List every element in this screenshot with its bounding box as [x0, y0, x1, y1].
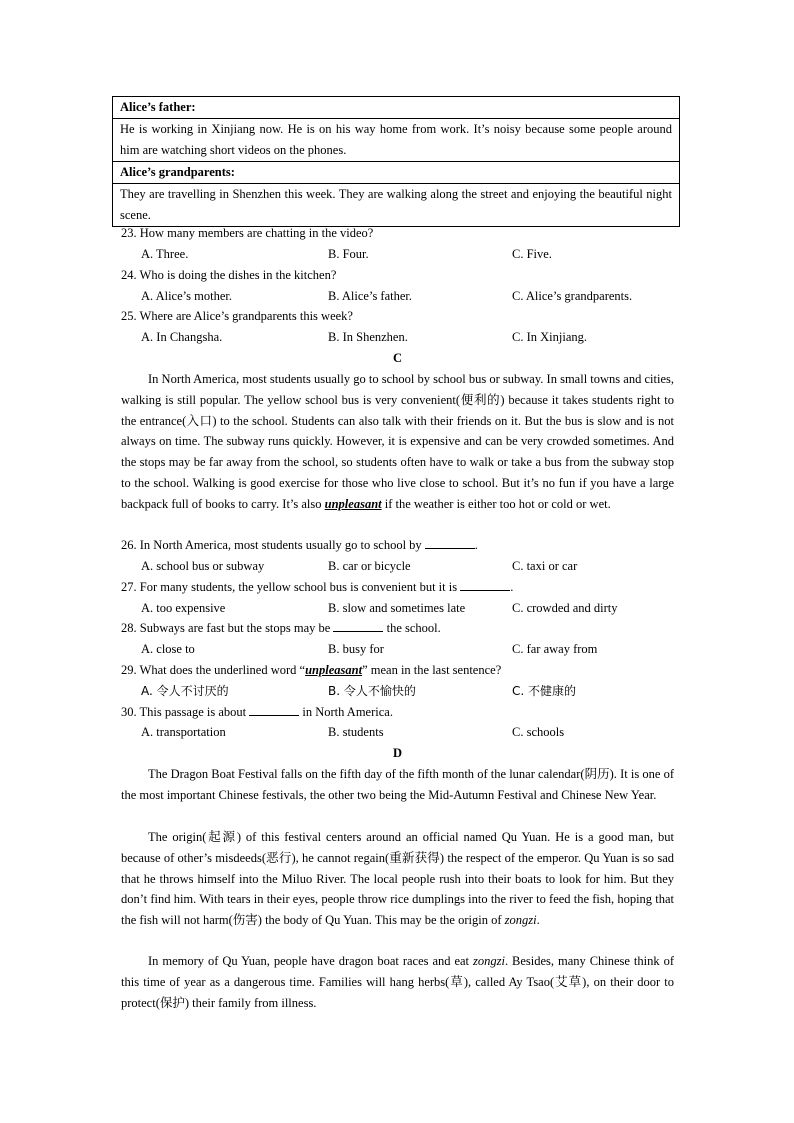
- q29-option-a: A. 令人不讨厌的: [141, 684, 229, 698]
- question-28: [121, 618, 441, 639]
- passage-c-text-a: In North America, most students usually go to school by school bus or subway. In small towns and cities, walking is still popular. The yellow school bus is very convenient(便利的) because it takes students right to the entrance(入口) to the school. Students can also talk with their friends on it. But the bus is slow and is not always on time. The subway runs quickly. However, it is expensive and can be very crowded sometimes. And the stops may be far away from the school, so students often have to walk or take a bus from the subway stop to the school. Walking is good exercise for those who live close to school. But it’s no fun if you have a large backpack full of books to carry. It’s also: [121, 372, 674, 511]
- section-c-title: C: [392, 351, 403, 365]
- passage-d-text-a: The origin(起源) of this festival centers around an official named Qu Yuan. He is a good man, but because of other’s misdeeds(恶行), he cannot regain(重新获得) the respect of the emperor. Qu Yuan is so sad that he throws himself into the Miluo River. The local people rush into their boats to look for him. But they don’t find him. With tears in their eyes, people throw rice dumplings into the river to feed the fish, hoping that the fish will not harm(伤害) the body of Qu Yuan. This may be the origin of: [121, 830, 674, 928]
- section-c-passage: [121, 369, 674, 515]
- q28-text: 28. Subways are fast but the stops may be: [121, 621, 334, 635]
- father-description: He is working in Xinjiang now. He is on his way home from work. It’s noisy because some people around him are watching short videos on the phones.: [113, 119, 680, 162]
- q30-option-b: B. students: [328, 725, 384, 739]
- q28-option-a: A. close to: [141, 642, 195, 656]
- q27-option-b: B. slow and sometimes late: [328, 601, 466, 615]
- passage-c-text-b: if the weather is either too hot or cold or wet.: [381, 496, 611, 511]
- section-d-title: D: [392, 746, 403, 760]
- passage-d3-text-a: In memory of Qu Yuan, people have dragon boat races and eat: [148, 954, 473, 968]
- passage-d3-text-b: . Besides, many Chinese think of this time of year as a dangerous time. Families will hang herbs(草), called Ay Tsao(艾草), on their door to protect(保护) their family from illness.: [121, 954, 674, 1010]
- q27-option-a: A. too expensive: [141, 601, 226, 615]
- grandparents-heading: Alice’s grandparents:: [113, 162, 680, 184]
- answer-blank: [460, 577, 510, 591]
- section-d-paragraph-3: [121, 951, 674, 1013]
- q24-option-a: A. Alice’s mother.: [141, 289, 232, 303]
- q23-option-c: C. Five.: [512, 247, 552, 261]
- q23-option-b: B. Four.: [328, 247, 369, 261]
- q26-option-b: B. car or bicycle: [328, 559, 411, 573]
- q30-text-end: in North America.: [299, 705, 393, 719]
- q24-option-b: B. Alice’s father.: [328, 289, 413, 303]
- q25-option-c: C. In Xinjiang.: [512, 330, 587, 344]
- question-29: [121, 660, 501, 681]
- q23-option-a: A. Three.: [141, 247, 189, 261]
- section-d-paragraph-1: The Dragon Boat Festival falls on the fifth day of the fifth month of the lunar calendar(阴历). It is one of the most important Chinese festivals, the other two being the Mid-Autumn Festival and Chinese New Year.: [121, 767, 674, 802]
- question-26: [121, 535, 478, 556]
- family-info-table: [112, 96, 680, 227]
- q27-text: 27. For many students, the yellow school bus is convenient but it is: [121, 580, 461, 594]
- passage-d-text-b: .: [536, 913, 540, 928]
- question-24: 24. Who is doing the dishes in the kitchen?: [121, 268, 337, 282]
- q25-option-a: A. In Changsha.: [141, 330, 223, 344]
- question-23: 23. How many members are chatting in the video?: [121, 226, 374, 240]
- underlined-word: unpleasant: [324, 496, 382, 511]
- q26-option-c: C. taxi or car: [512, 559, 578, 573]
- zongzi-word: zongzi: [472, 954, 505, 968]
- answer-blank: [333, 618, 383, 632]
- answer-blank: [249, 702, 299, 716]
- q30-option-a: A. transportation: [141, 725, 226, 739]
- q28-option-b: B. busy for: [328, 642, 384, 656]
- q29-option-c: C. 不健康的: [512, 684, 577, 698]
- q29-text: 29. What does the underlined word “: [121, 663, 306, 677]
- question-25: 25. Where are Alice’s grandparents this week?: [121, 309, 353, 323]
- section-d-paragraph-2: [121, 827, 674, 931]
- q25-option-b: B. In Shenzhen.: [328, 330, 408, 344]
- q30-option-c: C. schools: [512, 725, 565, 739]
- answer-blank: [425, 535, 475, 549]
- q26-option-a: A. school bus or subway: [141, 559, 265, 573]
- question-27: [121, 577, 513, 598]
- q29-word: unpleasant: [305, 663, 363, 677]
- q26-text-end: .: [474, 538, 478, 552]
- q27-text-end: .: [510, 580, 514, 594]
- q30-text: 30. This passage is about: [121, 705, 250, 719]
- q29-text-end: ” mean in the last sentence?: [362, 663, 502, 677]
- q29-option-b: B. 令人不愉快的: [328, 684, 416, 698]
- q28-option-c: C. far away from: [512, 642, 598, 656]
- q27-option-c: C. crowded and dirty: [512, 601, 618, 615]
- q24-option-c: C. Alice’s grandparents.: [512, 289, 633, 303]
- zongzi-word: zongzi: [504, 913, 537, 928]
- question-30: [121, 702, 393, 723]
- grandparents-description: They are travelling in Shenzhen this week. They are walking along the street and enjoying the beautiful night scene.: [113, 184, 680, 227]
- q26-text: 26. In North America, most students usually go to school by: [121, 538, 425, 552]
- q28-text-end: the school.: [383, 621, 441, 635]
- father-heading: Alice’s father:: [113, 97, 680, 119]
